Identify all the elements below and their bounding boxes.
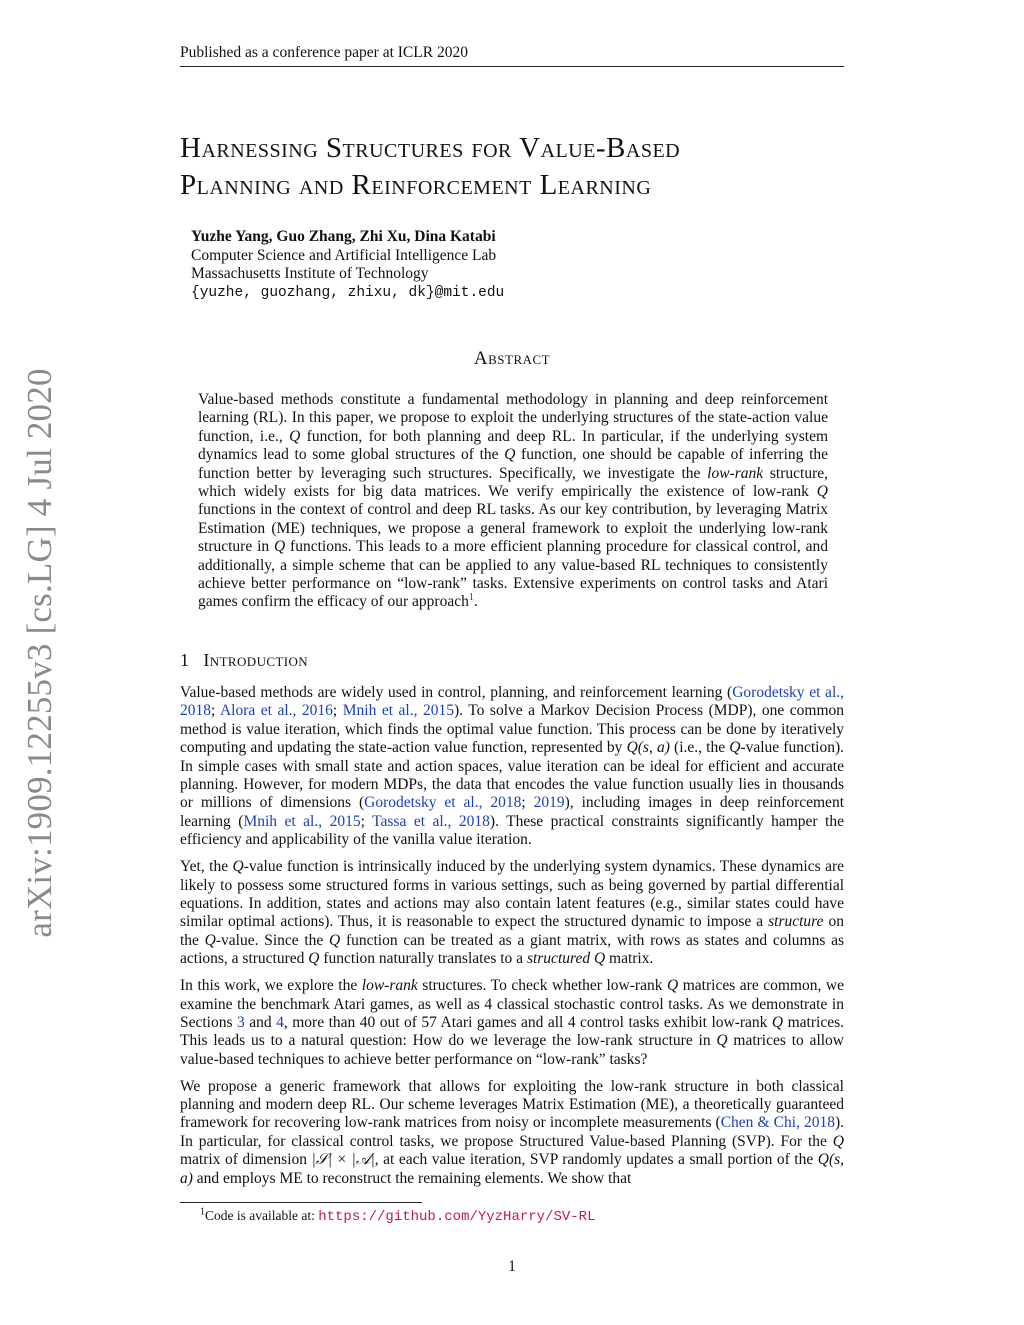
footnote-mark: 1 bbox=[200, 1206, 205, 1218]
arxiv-identifier: arXiv:1909.12255v3 [cs.LG] 4 Jul 2020 bbox=[20, 368, 59, 938]
footnote-ref[interactable]: 1 bbox=[468, 592, 474, 604]
author-names: Yuzhe Yang, Guo Zhang, Zhi Xu, Dina Katabi bbox=[191, 228, 496, 245]
citation-link[interactable]: Gorodetsky et al., 2018 bbox=[180, 684, 844, 720]
section-link[interactable]: 3 bbox=[237, 1013, 245, 1031]
header-rule bbox=[180, 66, 844, 67]
author-block bbox=[191, 228, 504, 302]
introduction-body bbox=[180, 684, 844, 1197]
paragraph-2: Yet, the Q-value function is intrinsically induced by the underlying system dynamics. These dynamics are likely to possess some structured forms in various settings, such as being governed by partial differential equations. In addition, states and actions may also contain latent features (e.g., similar states could have similar optimal actions). Thus, it is reasonable to expect the structured dynamic to impose a structure on the Q-value. Since the Q function can be treated as a giant matrix, with rows as states and columns as actions, a structured Q function naturally translates to a structured Q matrix. bbox=[180, 858, 845, 968]
citation-link[interactable]: 2019 bbox=[533, 794, 565, 812]
citation-link[interactable]: Tassa et al., 2018 bbox=[372, 812, 490, 830]
footnote bbox=[200, 1208, 595, 1225]
footnote-label: Code is available at: bbox=[205, 1208, 319, 1223]
author-email: {yuzhe, guozhang, zhixu, dk}@mit.edu bbox=[191, 284, 505, 301]
citation-link[interactable]: Gorodetsky et al., 2018 bbox=[364, 794, 522, 812]
author-lab: Computer Science and Artificial Intelligence Lab bbox=[191, 246, 497, 264]
arxiv-sidebar bbox=[10, 368, 70, 938]
paragraph-4: We propose a generic framework that allows for exploiting the low-rank structure in both classical planning and modern deep RL. Our scheme leverages Matrix Estimation (ME), a theoretically guaranteed framework for recovering low-rank matrices from noisy or incomplete measurements (Chen & Chi, 2018). In particular, for classical control tasks, we propose Structured Value-based Planning (SVP). For the Q matrix of dimension |𝒮| × |𝒜|, at each value iteration, SVP randomly updates a small portion of the Q(s, a) and employs ME to reconstruct the remaining elements. We show that bbox=[180, 1077, 845, 1187]
section-title: Introduction bbox=[203, 650, 309, 670]
paragraph-3: In this work, we explore the low-rank structures. To check whether low-rank Q matrices are common, we examine the benchmark Atari games, as well as 4 classical stochastic control tasks. As we demonstrate in Sections 3 and 4, more than 40 out of 57 Atari games and all 4 control tasks exhibit low-rank Q matrices. This leads us to a natural question: How do we leverage the low-rank structure in Q matrices to allow value-based techniques to achieve better performance on “low-rank” tasks? bbox=[180, 977, 844, 1068]
running-header: Published as a conference paper at ICLR 2020 bbox=[180, 44, 468, 61]
paragraph-1: Value-based methods are widely used in control, planning, and reinforcement learning (Gorodetsky et al., 2018; Alora et al., 2016; Mnih et al., 2015). To solve a Markov Decision Process (MDP), one common method is value iteration, which finds the optimal value function. This process can be done by iteratively computing and updating the state-action value function, represented by Q(s, a) (i.e., the Q-value function). In simple cases with small state and action spaces, value iteration can be ideal for efficient and accurate planning. However, for modern MDPs, the data that encodes the value function usually lies in thousands or millions of dimensions (Gorodetsky et al., 2018; 2019), including images in deep reinforcement learning (Mnih et al., 2015; Tassa et al., 2018). These practical constraints significantly hamper the efficiency and applicability of the vanilla value iteration. bbox=[180, 684, 845, 849]
section-number: 1 bbox=[180, 650, 190, 670]
abstract-heading: Abstract bbox=[473, 348, 551, 369]
abstract-text: Value-based methods constitute a fundamental methodology in planning and deep reinforcement learning (RL). In this paper, we propose to exploit the underlying structures of the state-action value function, i.e., Q function, for both planning and deep RL. In particular, if the underlying system dynamics lead to some global structures of the Q function, one should be capable of inferring the function better by leveraging such structures. Specifically, we investigate the low-rank structure, which widely exists for big data matrices. We verify empirically the existence of low-rank Q functions in the context of control and deep RL tasks. As our key contribution, by leveraging Matrix Estimation (ME) techniques, we propose a general framework to exploit the underlying low-rank structure in Q functions. This leads to a more efficient planning procedure for classical control, and additionally, a simple scheme that can be applied to any value-based RL techniques to consistently achieve better performance on “low-rank” tasks. Extensive experiments on control tasks and Atari games confirm the efficacy of our approach$^1$. bbox=[198, 391, 829, 611]
section-heading-introduction bbox=[180, 650, 308, 671]
author-institute: Massachusetts Institute of Technology bbox=[191, 265, 429, 282]
title-line-1: Harnessing Structures for Value-Based bbox=[180, 132, 681, 164]
citation-link[interactable]: Mnih et al., 2015 bbox=[243, 812, 361, 830]
citation-link[interactable]: Alora et al., 2016 bbox=[219, 702, 333, 720]
section-link[interactable]: 4 bbox=[276, 1013, 284, 1031]
code-url-link[interactable]: https://github.com/YyzHarry/SV-RL bbox=[318, 1209, 596, 1225]
citation-link[interactable]: Chen & Chi, 2018 bbox=[720, 1114, 835, 1132]
title-line-2: Planning and Reinforcement Learning bbox=[180, 169, 652, 201]
page-number: 1 bbox=[508, 1258, 516, 1275]
citation-link[interactable]: Mnih et al., 2015 bbox=[342, 702, 454, 720]
footnote-rule bbox=[180, 1202, 422, 1203]
paper-title bbox=[180, 130, 844, 204]
